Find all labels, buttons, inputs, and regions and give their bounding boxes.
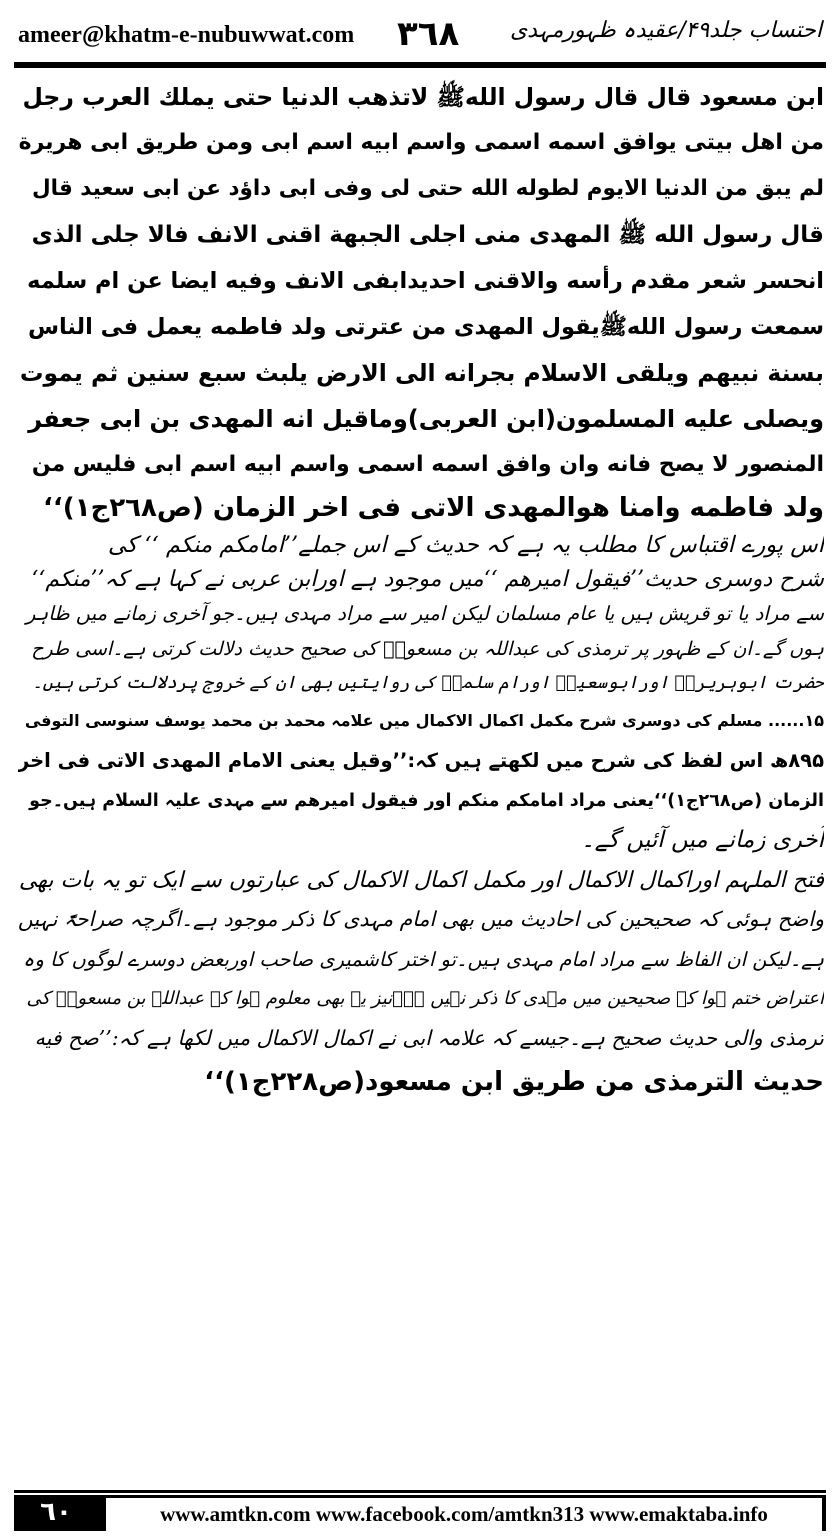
urdu-paragraph-2 bbox=[18, 861, 824, 1105]
section-line: ۱۵...... مسلم کی دوسری شرح مکمل اکمال الاکمال میں علامہ محمد بن محمد یوسف سنوسی التوفی bbox=[24, 710, 824, 730]
arabic-line: بسنة نبيهم ويلقى الاسلام بجرانه الى الارض يلبث سبع سنين ثم يموت bbox=[19, 359, 824, 387]
urdu-line: ترمذی والی حدیث صحیح ہے۔جیسے کہ علامہ ابی نے اکمال الاکمال میں لکھا ہے کہ:’’صح فیه bbox=[34, 1025, 824, 1050]
arabic-line: المنصور لا يصح فانه وان وافق اسمه اسمى واسم ابيه اسم ابى فليس من bbox=[31, 452, 824, 477]
arabic-line: ولد فاطمه وامنا هوالمهدى الاتى فى اخر الزمان (ص٢٦٨ج١)‘‘ bbox=[43, 493, 824, 523]
arabic-line: ويصلى عليه المسلمون(ابن العربى)وماقيل انه المهدى بن ابى جعفر bbox=[28, 405, 824, 433]
section-line: ۸۹۵ھ اس لفظ کی شرح میں لکھتے ہیں کہ:’’وقیل یعنی الامام المهدى الاتى فى اخر bbox=[18, 748, 824, 772]
urdu-line: واضح ہوئی کہ صحیحین کی احادیث میں بھی امام مہدی کا ذکر موجود ہے۔اگرچہ صراحۃً نہیں bbox=[18, 907, 824, 932]
footer-page-number: ٦٠ bbox=[14, 1495, 98, 1531]
footer-urls: www.amtkn.com www.facebook.com/amtkn313 www.emaktaba.info bbox=[106, 1495, 822, 1531]
urdu-line: حضرت ابوہریرہؓ اورابوسعیدؓ اورام سلمہؓ کی روایتیں بھی ان کے خروج پردلالت کرتی ہیں۔ bbox=[32, 673, 824, 694]
urdu-line: فتح الملہم اوراکمال الاکمال اور مکمل اکمال الاکمال کی عبارتوں سے ایک تو یہ بات بھی bbox=[18, 867, 824, 893]
urdu-line: اس پورے اقتباس کا مطلب یہ ہے کہ حدیث کے اس جملے’’امامکم منکم ‘‘ کی bbox=[107, 532, 824, 558]
arabic-line: انحسر شعر مقدم رأسه والاقنى احديدابفى الانف وفيه ايضا عن ام سلمه bbox=[27, 268, 824, 294]
arabic-line: حديث الترمذى من طريق ابن مسعود(ص٢٢٨ج١)‘‘ bbox=[204, 1066, 824, 1097]
page-footer bbox=[14, 1490, 826, 1532]
header-book-title: احتساب جلد۴۹/عقیدہ ظہورمہدی bbox=[509, 18, 822, 43]
section-line: آخری زمانے میں آئیں گے۔ bbox=[581, 826, 824, 853]
urdu-line: ہوں گے۔ان کے ظہور پر ترمذی کی عبداللہ بن مسعودؓ کی صحیح حدیث دلالت کرتی ہے۔اسی طرح bbox=[31, 637, 824, 660]
arabic-line: قال رسول الله ﷺ المهدى منى اجلى الجبهة اقنى الانف فالا جلى الذى bbox=[31, 222, 824, 248]
urdu-paragraph-1 bbox=[18, 528, 824, 701]
page-header bbox=[14, 14, 826, 58]
section-15-paragraph bbox=[18, 701, 824, 861]
arabic-quote-block bbox=[18, 74, 824, 528]
header-rule bbox=[14, 62, 826, 68]
arabic-line: لم يبق من الدنيا الايوم لطوله الله حتى لى وفى ابى داؤد عن ابى سعيد قال bbox=[32, 176, 824, 201]
header-email: ameer@khatm-e-nubuwwat.com bbox=[18, 22, 355, 48]
page-body bbox=[18, 74, 824, 1105]
section-line: الزمان (ص٢٦٨ج١)‘‘یعنی مراد امامکم منکم اور فیقول امیرھم سے مہدی علیہ السلام ہیں۔جو bbox=[29, 790, 824, 811]
urdu-line: سے مراد یا تو قریش ہیں یا عام مسلمان لیکن امیر سے مراد مہدی ہیں۔جو آخری زمانے میں ظاہر bbox=[26, 602, 824, 626]
header-page-number: ٣٦٨ bbox=[397, 14, 460, 54]
arabic-line: ابن مسعود قال قال رسول اللهﷺ لاتذهب الدنيا حتى يملك العرب رجل bbox=[22, 83, 824, 111]
footer-rule bbox=[14, 1490, 826, 1493]
urdu-line: شرح دوسری حدیث’’فیقول امیرھم ‘‘میں موجود ہے اورابن عربی نے کہا ہے کہ’’منکم‘‘ bbox=[31, 566, 824, 592]
arabic-line: من اهل بيتى يوافق اسمه اسمى واسم ابيه اسم ابى ومن طريق ابى هريرة bbox=[18, 130, 824, 155]
urdu-line: اعتراض ختم ہوا کہ صحیحین میں مہدی کا ذکر نہیں ہے۔نیز یہ بھی معلوم ہوا کہ عبداللہ بن مسعودؓ کی bbox=[26, 988, 824, 1010]
arabic-line: سمعت رسول اللهﷺيقول المهدى من عترتى ولد فاطمه يعمل فى الناس bbox=[27, 314, 824, 340]
urdu-line: ہے۔لیکن ان الفاظ سے مراد امام مہدی ہیں۔تو اختر کاشمیری صاحب اوربعض دوسرے لوگوں کا وہ bbox=[23, 947, 824, 971]
